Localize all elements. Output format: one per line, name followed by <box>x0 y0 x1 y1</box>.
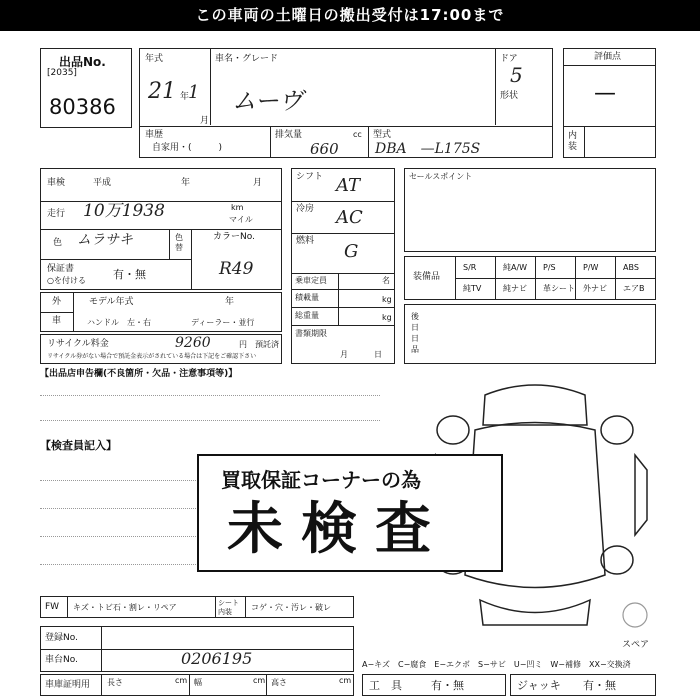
fuel-label: 燃料 <box>296 236 315 246</box>
ac-value: AC <box>336 207 363 228</box>
lot-box <box>40 48 132 128</box>
fuel-value: G <box>344 241 359 262</box>
inspection-year-unit: 年 <box>181 178 191 188</box>
warranty-sub: ○を付ける <box>47 276 86 285</box>
equipment-item: P/S <box>543 263 556 272</box>
no-inspection-stamp <box>197 454 503 572</box>
model-value: DBA —L175S <box>375 141 481 157</box>
header-grid <box>139 48 553 158</box>
equipment-item: ABS <box>623 263 639 272</box>
spare-label: スペア <box>622 640 650 650</box>
month-unit: 月 <box>200 116 210 126</box>
load-label: 積載量 <box>295 293 319 302</box>
jack-value: 有・無 <box>583 679 616 692</box>
score-box <box>563 48 656 158</box>
cert-height-unit: cm <box>339 676 352 685</box>
shift-label: シフト <box>296 172 324 182</box>
spec-left <box>40 168 282 290</box>
spec-mid <box>291 168 408 364</box>
spare-tire-icon <box>623 603 647 627</box>
cert-width-unit: cm <box>253 676 266 685</box>
model-label: 型式 <box>373 130 392 140</box>
stamp-line-2: 未検査 <box>227 497 449 562</box>
name-value: ムーヴ <box>232 87 303 115</box>
usage-label: 車歴 <box>145 130 164 140</box>
equipment-box <box>404 256 656 300</box>
seat-desc: コゲ・穴・汚レ・破レ <box>251 603 331 612</box>
color-label: 色 <box>53 238 63 248</box>
mileage-value: 10万1938 <box>83 201 165 221</box>
fw-box <box>40 596 354 618</box>
tools-value: 有・無 <box>431 679 464 692</box>
equipment-item: P/W <box>583 263 599 272</box>
chassis-value: 0206195 <box>181 649 253 668</box>
ac-label: 冷房 <box>296 204 315 214</box>
year-unit: 年 <box>180 92 190 102</box>
jack-label: ジャッキ <box>517 679 561 692</box>
recycle-unit: 円 預託済 <box>239 340 279 349</box>
equipment-item: エアB <box>623 284 645 293</box>
handle-label: ハンドル 左・右 <box>87 318 151 327</box>
shift-value: AT <box>336 175 361 196</box>
sales-point-box <box>404 168 656 252</box>
month-value: 1 <box>188 82 200 103</box>
shape-label: 形状 <box>500 91 519 101</box>
year-value: 21 <box>148 79 176 104</box>
load-unit: kg <box>382 295 392 304</box>
color-code-label: カラーNo. <box>213 232 255 242</box>
lot-number: 80386 <box>49 95 116 119</box>
color-value: ムラサキ <box>77 232 133 248</box>
sales-point-label: セールスポイント <box>409 172 473 181</box>
displacement-label: 排気量 <box>275 130 303 140</box>
foreign-year-unit: 年 <box>225 297 235 307</box>
recycle-label: リサイクル料金 <box>47 339 109 349</box>
warranty-value: 有・無 <box>113 268 146 281</box>
foreign-box <box>40 292 282 332</box>
notice-banner: この車両の土曜日の搬出受付は17:00まで <box>0 0 700 31</box>
registration-label: 登録No. <box>45 633 78 643</box>
repaint-label: 色替 <box>175 233 183 252</box>
color-code-value: R49 <box>219 259 254 279</box>
fw-label: FW <box>45 602 60 612</box>
inspection-era: 平成 <box>93 178 112 188</box>
usage-value: 自家用・( ) <box>152 143 223 153</box>
score-label: 評価点 <box>594 52 622 62</box>
doors-value: 5 <box>510 63 523 87</box>
foreign-label-2: 車 <box>52 316 62 326</box>
name-label: 車名・グレード <box>215 54 279 64</box>
cert-label: 車庫証明用 <box>45 680 91 690</box>
recycle-box <box>40 334 282 364</box>
dealer-label: ディーラー・並行 <box>191 318 255 327</box>
cert-height: 高さ <box>271 678 287 687</box>
mileage-km: km <box>231 203 244 212</box>
inspection-label: 車検 <box>47 178 66 188</box>
registration-box <box>40 626 354 672</box>
mileage-label: 走行 <box>47 209 66 219</box>
equipment-label: 装備品 <box>413 272 441 282</box>
model-year-label: モデル年式 <box>89 297 134 307</box>
equipment-item: 革シート <box>543 284 575 293</box>
equipment-item: 純A/W <box>503 263 528 272</box>
displacement-unit: cc <box>353 130 362 139</box>
foreign-label-1: 外 <box>52 297 62 307</box>
gross-unit: kg <box>382 313 392 322</box>
mileage-mile: マイル <box>229 215 253 224</box>
gross-label: 総重量 <box>295 311 319 320</box>
recycle-note: リサイクル券がない場合で預託金表示がされている場合は下記をご確認下さい <box>47 353 257 360</box>
cert-width: 幅 <box>194 678 202 687</box>
inspector-label: 【検査員記入】 <box>40 439 117 452</box>
jack-box <box>510 674 656 696</box>
doors-label: ドア <box>500 54 518 64</box>
equipment-item: S/R <box>463 263 477 272</box>
score-value: — <box>594 81 616 106</box>
cert-box <box>40 674 354 696</box>
equipment-item: 純ナビ <box>503 284 527 293</box>
tools-label: 工 具 <box>369 679 402 692</box>
displacement-value: 660 <box>310 140 339 158</box>
later-box <box>404 304 656 364</box>
year-label: 年式 <box>145 54 164 64</box>
equipment-grid <box>455 257 655 299</box>
recycle-value: 9260 <box>175 335 211 351</box>
seat-label: シート内装 <box>218 599 239 616</box>
warranty-label: 保証書 <box>47 264 75 274</box>
cert-length-unit: cm <box>175 676 188 685</box>
report-label: 【出品店申告欄(不良箇所・欠品・注意事項等)】 <box>40 369 238 379</box>
lot-small: [2035] <box>47 68 77 78</box>
capacity-unit: 名 <box>382 276 390 285</box>
tools-box <box>362 674 506 696</box>
doc-period-unit: 月日 <box>340 350 408 359</box>
inspection-month-unit: 月 <box>253 178 263 188</box>
stamp-line-1: 買取保証コーナーの為 <box>221 468 421 492</box>
cert-length: 長さ <box>107 678 123 687</box>
equipment-item: 外ナビ <box>583 284 607 293</box>
damage-legend: A−キズ C−腐食 E−エクボ S−サビ U−凹ミ W−補修 XX−交換済 <box>362 660 631 669</box>
doc-period-label: 書類期限 <box>295 329 327 338</box>
lot-label: 出品No. <box>59 55 106 69</box>
equipment-item: 純TV <box>463 284 482 293</box>
interior-label: 内装 <box>568 131 578 152</box>
chassis-label: 車台No. <box>45 655 78 665</box>
capacity-label: 乗車定員 <box>295 276 327 285</box>
fw-desc: キズ・トビ石・割レ・リペア <box>73 603 177 612</box>
later-label: 後日日品 <box>411 312 419 354</box>
